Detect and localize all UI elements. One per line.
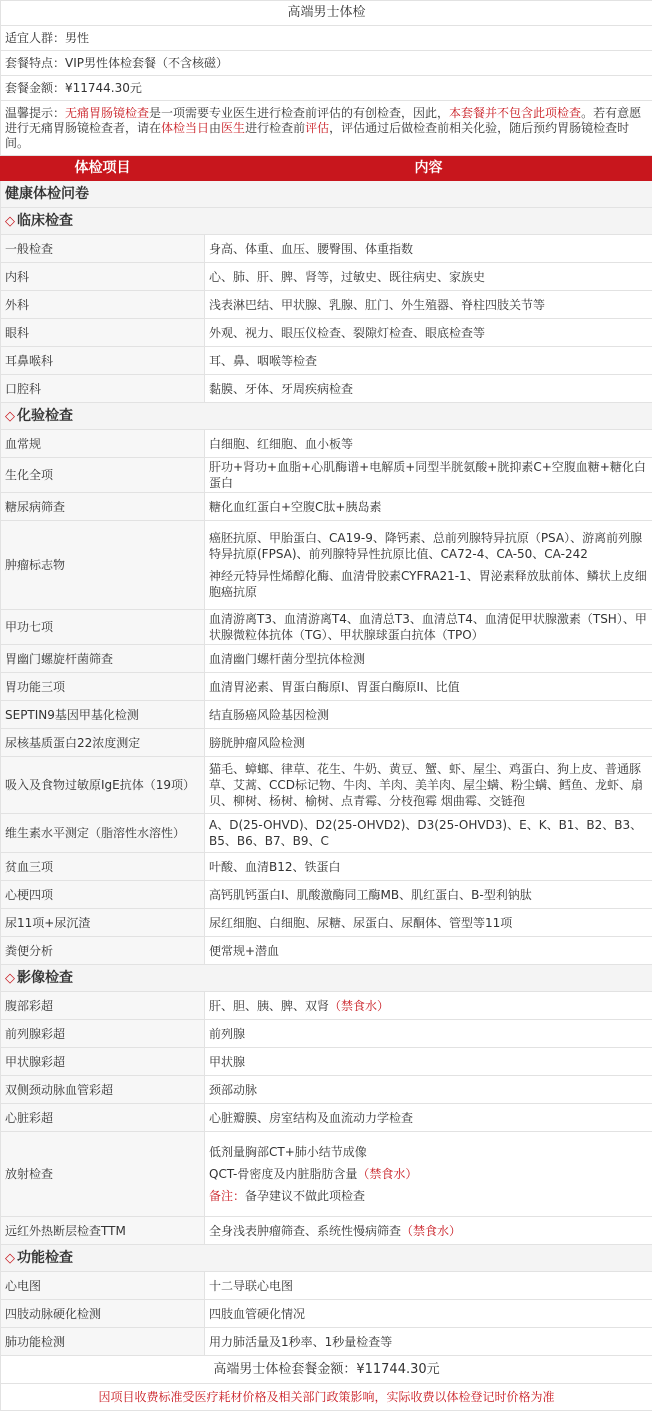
item-content: 颈部动脉 <box>205 1076 652 1104</box>
item-name: 甲状腺彩超 <box>1 1048 205 1076</box>
item-content: 结直肠癌风险基因检测 <box>205 701 652 729</box>
section-imaging <box>1 965 652 992</box>
table-row <box>1 1300 652 1328</box>
item-content: （禁食水） <box>401 1223 462 1238</box>
package-feature: 套餐特点：VIP男性体检套餐（不含核磁） <box>1 51 652 76</box>
table-row <box>1 1272 652 1300</box>
item-content: 糖化血红蛋白+空腹C肽+胰岛素 <box>205 493 652 521</box>
item-name: 粪便分析 <box>1 937 205 965</box>
item-content: 叶酸、血清B12、铁蛋白 <box>205 853 652 881</box>
item-content: QCT-骨密度及内脏脂肪含量 <box>209 1167 358 1181</box>
item-name: 内科 <box>1 263 205 291</box>
item-name: 眼科 <box>1 319 205 347</box>
table-header <box>1 156 652 181</box>
item-name: 肿瘤标志物 <box>1 521 205 610</box>
table-row <box>1 909 652 937</box>
item-content: 便常规+潜血 <box>205 937 652 965</box>
table-row <box>1 1048 652 1076</box>
item-content: 猫毛、蟑螂、律草、花生、牛奶、黄豆、蟹、虾、屋尘、鸡蛋白、狗上皮、普通豚草、艾蒿、CCD标记物、牛肉、羊肉、美羊肉、屋尘螨、粉尘螨、鳕鱼、龙虾、扇贝、柳树、杨树、榆树、点青霉、分枝孢霉 烟曲霉、交链孢 <box>205 757 652 814</box>
item-content: 白细胞、红细胞、血小板等 <box>205 430 652 458</box>
table-row <box>1 673 652 701</box>
table-row <box>1 1328 652 1356</box>
table-row <box>1 610 652 645</box>
table-row <box>1 881 652 909</box>
item-content: 癌胚抗原、甲胎蛋白、CA19-9、降钙素、总前列腺特异抗原（PSA）、游离前列腺特异抗原(FPSA)、前列腺特异性抗原比值、CA72-4、CA-50、CA-242 <box>209 531 643 561</box>
item-content: 体检当日 <box>161 120 210 135</box>
item-content: 用力肺活量及1秒率、1秒量检查等 <box>205 1328 652 1356</box>
item-name: 心梗四项 <box>1 881 205 909</box>
header-content: 内容 <box>205 156 652 181</box>
item-content: 。若有意愿进行无痛胃肠镜检查者，请在 <box>5 105 642 135</box>
header-item: 体检项目 <box>1 156 205 181</box>
item-name: 血常规 <box>1 430 205 458</box>
item-name: 心脏彩超 <box>1 1104 205 1132</box>
item-content: 肝功+肾功+血脂+心肌酶谱+电解质+同型半胱氨酸+胱抑素C+空腹血糖+糖化白蛋白 <box>205 458 652 493</box>
item-content: 温馨提示： <box>5 105 66 120</box>
item-content: ，评估通过后做检查前相关化验，随后预约胃肠镜检查时间。 <box>5 120 630 150</box>
item-name: 贫血三项 <box>1 853 205 881</box>
table-row <box>1 319 652 347</box>
item-name: 前列腺彩超 <box>1 1020 205 1048</box>
table-row <box>1 1132 652 1217</box>
item-name: SEPTIN9基因甲基化检测 <box>1 701 205 729</box>
item-name: 耳鼻喉科 <box>1 347 205 375</box>
table-row <box>1 1076 652 1104</box>
table-row <box>1 853 652 881</box>
package-price: 套餐金额：¥11744.30元 <box>1 76 652 101</box>
item-content: 血清幽门螺杆菌分型抗体检测 <box>205 645 652 673</box>
item-content: 尿红细胞、白细胞、尿糖、尿蛋白、尿酮体、管型等11项 <box>205 909 652 937</box>
item-content: 肝、胆、胰、脾、双肾 <box>209 998 330 1013</box>
item-content: 评估 <box>305 120 330 135</box>
item-content: 功能检查 <box>17 1249 73 1266</box>
table-row <box>1 347 652 375</box>
item-content: 临床检查 <box>17 212 73 229</box>
item-name: 胃功能三项 <box>1 673 205 701</box>
table-row <box>1 701 652 729</box>
table-row <box>1 757 652 814</box>
item-content: 四肢血管硬化情况 <box>205 1300 652 1328</box>
item-content: 身高、体重、血压、腰臀围、体重指数 <box>205 235 652 263</box>
table-row <box>1 1217 652 1245</box>
item-content: 影像检查 <box>17 969 73 986</box>
item-content: 血清胃泌素、胃蛋白酶原I、胃蛋白酶原II、比值 <box>205 673 652 701</box>
table-row <box>1 992 652 1020</box>
package-total: 高端男士体检套餐金额：¥11744.30元 <box>1 1356 652 1384</box>
page-title: 高端男士体检 <box>1 1 652 26</box>
item-name: 胃幽门螺旋杆菌筛查 <box>1 645 205 673</box>
item-content: 高钙肌钙蛋白I、肌酸激酶同工酶MB、肌红蛋白、B-型利钠肽 <box>205 881 652 909</box>
item-content: （禁食水） <box>329 998 390 1013</box>
table-row <box>1 430 652 458</box>
item-name: 双侧颈动脉血管彩超 <box>1 1076 205 1104</box>
item-name: 维生素水平测定（脂溶性水溶性） <box>1 814 205 853</box>
table-row <box>1 937 652 965</box>
item-content: 神经元特异性烯醇化酶、血清骨胶素CYFRA21-1、胃泌素释放肽前体、鳞状上皮细胞癌抗原 <box>209 569 647 599</box>
item-content: 十二导联心电图 <box>205 1272 652 1300</box>
item-content: （禁食水） <box>357 1167 418 1181</box>
item-content: 浅表淋巴结、甲状腺、乳腺、肛门、外生殖器、脊柱四肢关节等 <box>205 291 652 319</box>
table-row <box>1 814 652 853</box>
item-content: 膀胱肿瘤风险检测 <box>205 729 652 757</box>
item-name: 心电图 <box>1 1272 205 1300</box>
target-crowd: 适宜人群：男性 <box>1 26 652 51</box>
table-row <box>1 1104 652 1132</box>
table-row <box>1 645 652 673</box>
item-content: 化验检查 <box>17 407 73 424</box>
diamond-icon: ◇ <box>5 213 15 229</box>
item-content: 由 <box>209 120 222 135</box>
item-content: 本套餐并不包含此项检查 <box>449 105 582 120</box>
diamond-icon: ◇ <box>5 970 15 986</box>
footer-note: 因项目收费标准受医疗耗材价格及相关部门政策影响，实际收费以体检登记时价格为准 <box>1 1384 652 1411</box>
item-name: 放射检查 <box>1 1132 205 1217</box>
item-name: 甲功七项 <box>1 610 205 645</box>
diamond-icon: ◇ <box>5 1250 15 1266</box>
table-row <box>1 458 652 493</box>
item-name: 肺功能检测 <box>1 1328 205 1356</box>
item-content: 心、肺、肝、脾、肾等，过敏史、既往病史、家族史 <box>205 263 652 291</box>
table-row <box>1 375 652 403</box>
item-content: 耳、鼻、咽喉等检查 <box>205 347 652 375</box>
section-questionnaire: 健康体检问卷 <box>1 181 652 208</box>
table-row <box>1 263 652 291</box>
item-content: 血清游离T3、血清游离T4、血清总T3、血清总T4、血清促甲状腺激素（TSH）、甲状腺微粒体抗体（TG）、甲状腺球蛋白抗体（TPO） <box>205 610 652 645</box>
item-content: 全身浅表肿瘤筛查、系统性慢病筛查 <box>209 1223 402 1238</box>
table-row <box>1 729 652 757</box>
table-row <box>1 1020 652 1048</box>
item-content: 前列腺 <box>205 1020 652 1048</box>
item-name: 生化全项 <box>1 458 205 493</box>
item-name: 尿11项+尿沉渣 <box>1 909 205 937</box>
diamond-icon: ◇ <box>5 408 15 424</box>
item-content: 心脏瓣膜、房室结构及血流动力学检查 <box>205 1104 652 1132</box>
table-row <box>1 291 652 319</box>
item-name: 四肢动脉硬化检测 <box>1 1300 205 1328</box>
item-content: 进行检查前 <box>245 120 306 135</box>
item-content: 外观、视力、眼压仪检查、裂隙灯检查、眼底检查等 <box>205 319 652 347</box>
table-row <box>1 235 652 263</box>
item-content: 无痛胃肠镜检查 <box>65 105 150 120</box>
warning-note <box>1 101 652 156</box>
item-name: 口腔科 <box>1 375 205 403</box>
item-name: 一般检查 <box>1 235 205 263</box>
section-function <box>1 1245 652 1272</box>
item-content: 黏膜、牙体、牙周疾病检查 <box>205 375 652 403</box>
item-name: 外科 <box>1 291 205 319</box>
item-content: 甲状腺 <box>205 1048 652 1076</box>
item-content: 是一项需要专业医生进行检查前评估的有创检查，因此， <box>149 105 450 120</box>
section-lab <box>1 403 652 430</box>
item-content: 备孕建议不做此项检查 <box>245 1189 366 1203</box>
item-name: 吸入及食物过敏原IgE抗体（19项） <box>1 757 205 814</box>
item-name: 腹部彩超 <box>1 992 205 1020</box>
section-clinical <box>1 208 652 235</box>
item-content: 备注： <box>209 1189 246 1203</box>
table-row <box>1 521 652 610</box>
item-content: A、D(25-OHVD)、D2(25-OHVD2)、D3(25-OHVD3)、E、K、B1、B2、B3、B5、B6、B7、B9、C <box>205 814 652 853</box>
item-name: 糖尿病筛查 <box>1 493 205 521</box>
item-content: 医生 <box>221 120 246 135</box>
item-name: 远红外热断层检查TTM <box>1 1217 205 1245</box>
item-name: 尿核基质蛋白22浓度测定 <box>1 729 205 757</box>
item-content: 低剂量胸部CT+肺小结节成像 <box>209 1145 367 1159</box>
table-row <box>1 493 652 521</box>
